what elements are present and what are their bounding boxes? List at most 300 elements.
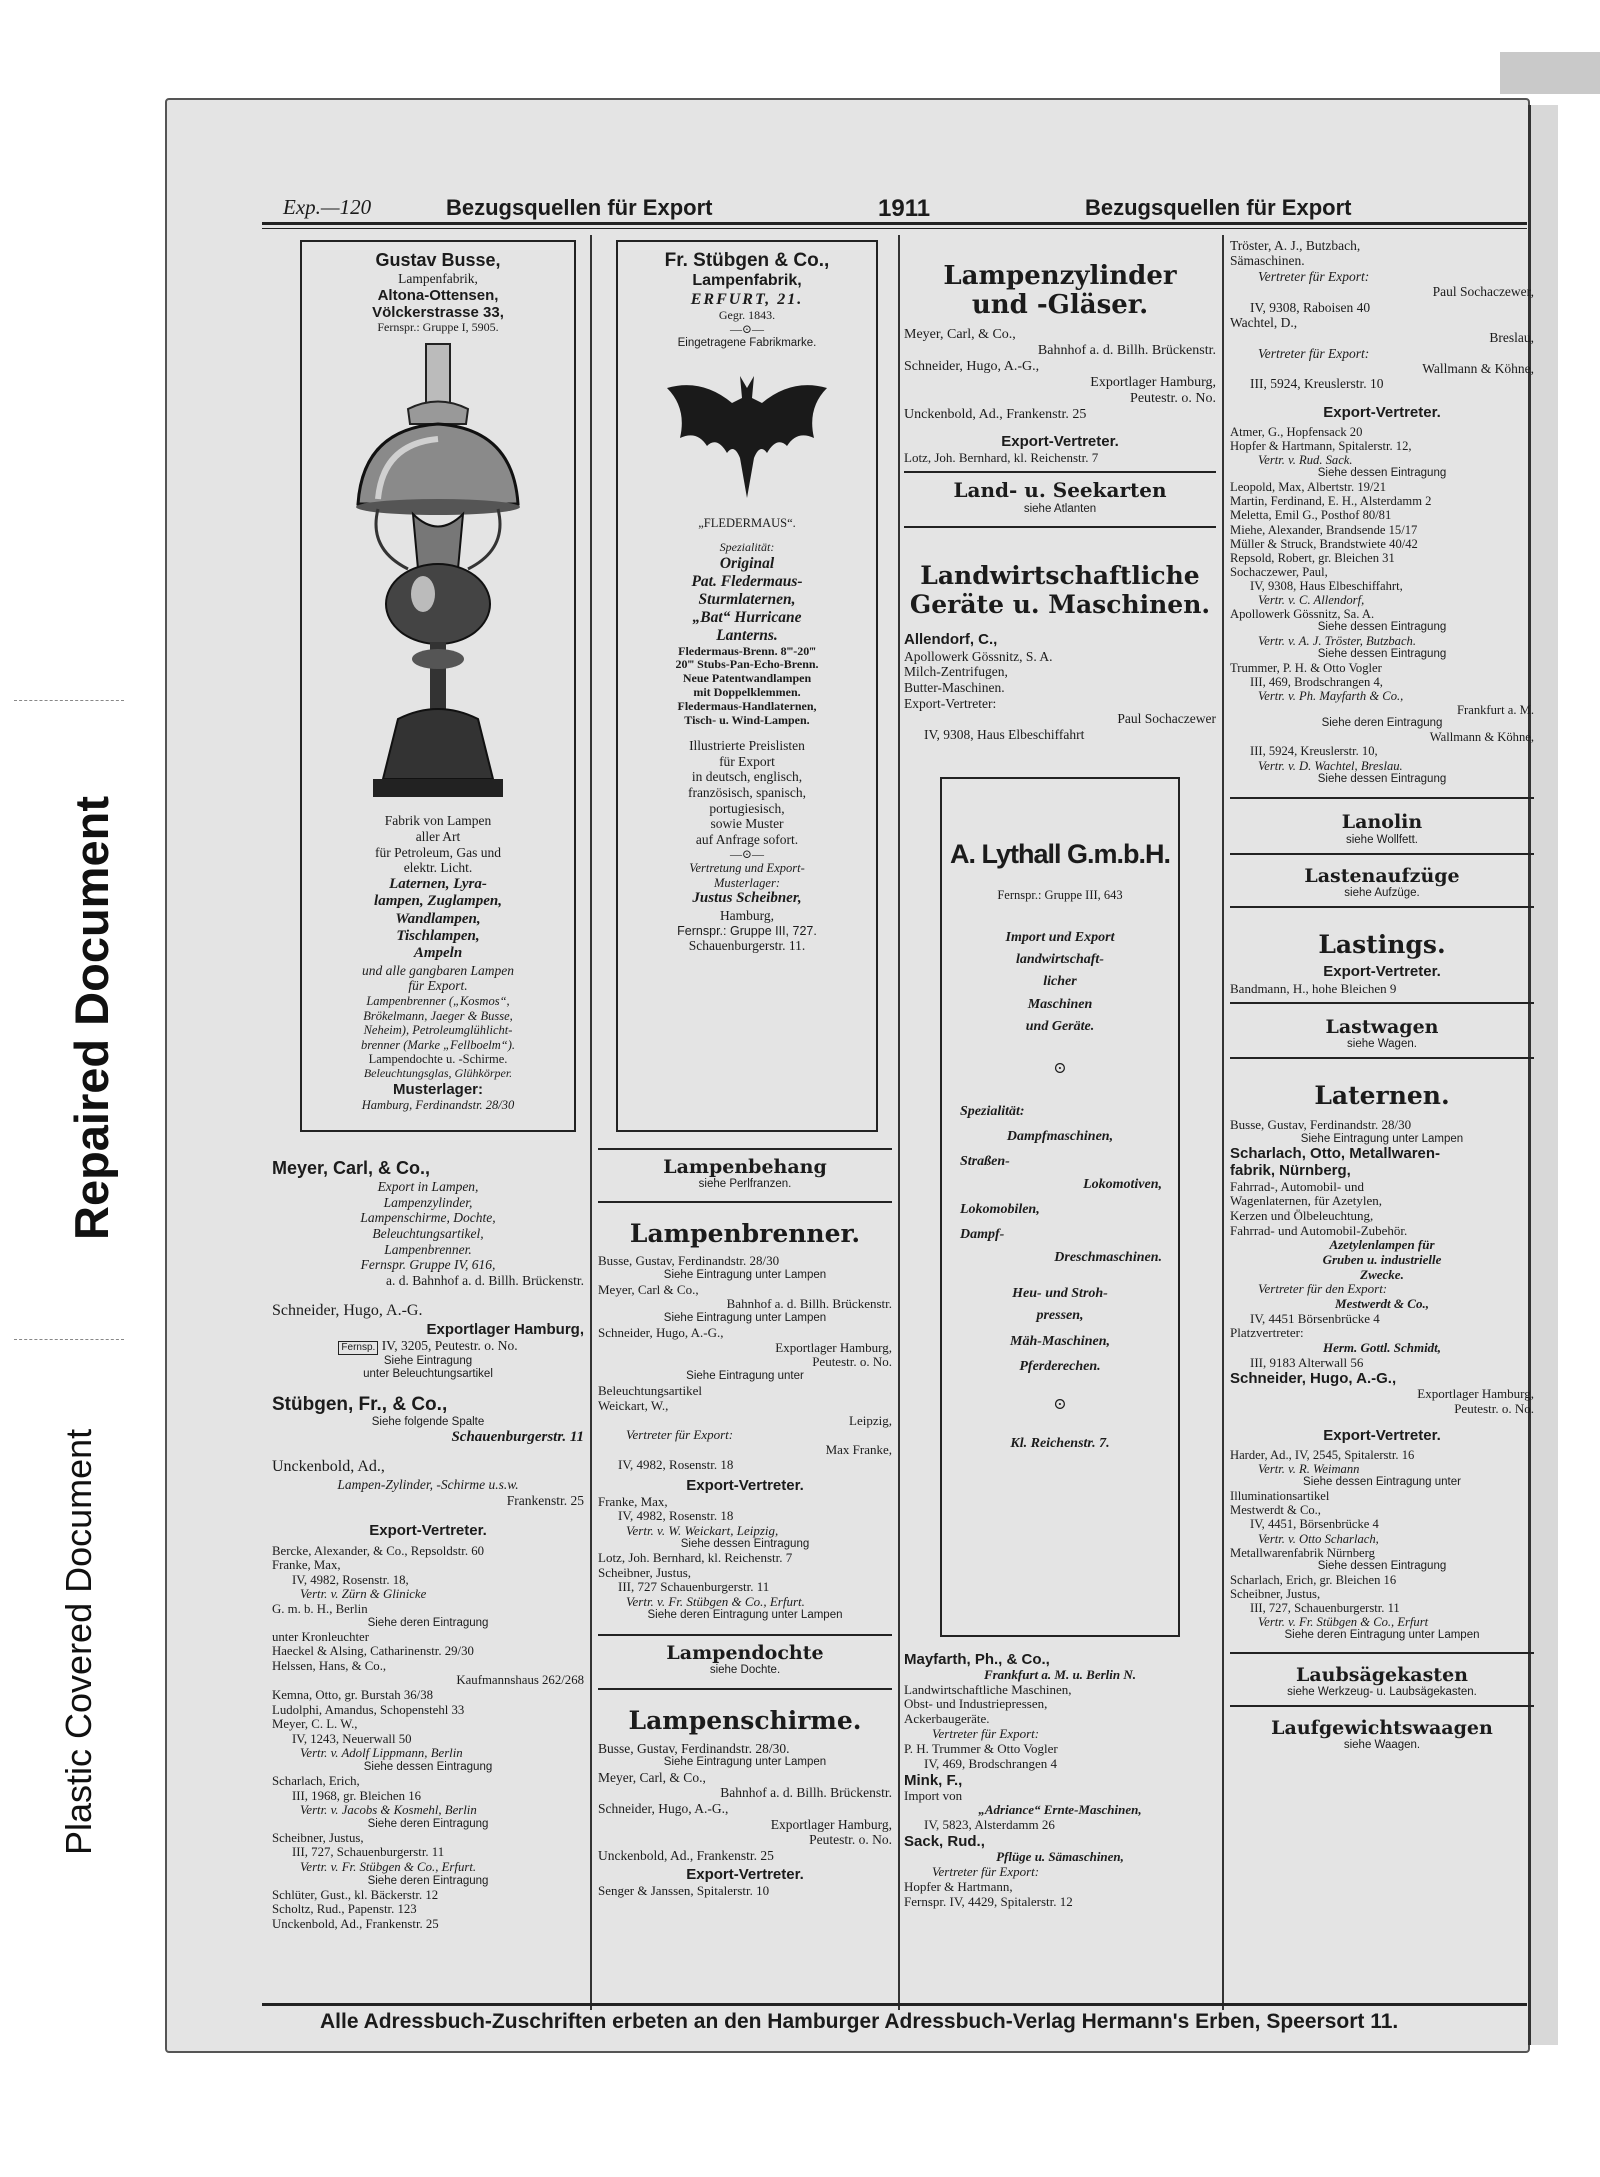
column-4 [1222,238,1534,1753]
stuebgen-ad-line: in deutsch, englisch, [691,769,803,785]
list-line: IV, 1243, Neuerwall 50 [292,1731,412,1746]
list-line: Martin, Ferdinand, E. H., Alsterdamm 2 [1230,494,1432,509]
list-line: Siehe Eintragung unter Lampen [663,1312,827,1325]
list-line: Siehe dessen Eintragung [1317,621,1447,634]
list-line: Sämaschinen. [1230,253,1305,269]
list-line: Siehe Eintragung unter Lampen [1300,1132,1464,1145]
lythall-advertisement [940,777,1180,1637]
busse-ad-text: Hamburg, Ferdinandstr. 28/30 [361,1097,515,1112]
section-title: Landwirtschaftliche [920,560,1200,590]
entry-line: Fernsp. IV, 3205, Peutestr. o. No. [272,1338,584,1355]
lythall-ad-line: Spezialität: [960,1104,1025,1120]
sidebar-label-repaired: Repaired Document [65,796,118,1240]
section-laubsaegekasten [1230,1652,1534,1699]
landwirtschaft-list [904,631,1216,742]
entry-name: Stübgen, Fr., & Co., [272,1393,448,1415]
list-line: Trummer, P. H. & Otto Vogler [1230,661,1382,676]
list-line: Wachtel, D., [1230,314,1298,330]
list-line: Platzvertreter: [1230,1325,1304,1341]
footer-rule [262,2003,1527,2006]
list-line: Siehe dessen Eintragung [1317,772,1447,785]
busse-ad-name: Gustav Busse, [375,250,501,270]
list-line: Bahnhof a. d. Billh. Brückenstr. [726,1296,892,1312]
busse-ad-text: Lampenbrenner („Kosmos“, [366,994,510,1009]
stuebgen-ad-line: Fernspr.: Gruppe III, 727. [677,923,817,938]
entry-line: Siehe folgende Spalte [371,1415,485,1428]
stuebgen-ad-line: 20‴ Stubs-Pan-Echo-Brenn. [675,657,819,672]
list-line: Miehe, Alexander, Brandsende 15/17 [1230,522,1418,537]
list-line: Wallmann & Köhne, [1429,730,1534,745]
section-seekarten [904,471,1216,516]
export-vertreter-heading: Export-Vertreter. [686,1865,804,1883]
header-rule [262,222,1527,225]
stuebgen-ad-line: portugiesisch, [709,800,785,816]
list-line: Siehe deren Eintragung unter Lampen [647,1609,843,1622]
landwirtschaft-more-list [904,1651,1216,1910]
lythall-ad-line: und Geräte. [1025,1019,1095,1035]
list-line: Siehe dessen Eintragung [1317,648,1447,661]
lythall-ad-line: pressen, [1036,1308,1084,1324]
list-line: Meyer, Carl & Co., [598,1281,699,1297]
entry-line: Schauenburgerstr. 11 [451,1429,584,1446]
list-line: III, 727 Schauenburgerstr. 11 [618,1579,770,1595]
stuebgen-ad-line: mit Doppelklemmen. [693,685,801,700]
section-sub: siehe Aufzüge. [1344,886,1420,899]
sidebar-label-plastic: Plastic Covered Document [58,1428,99,1855]
entry-line: Lampenzylinder, [383,1194,473,1210]
entry-name: Meyer, Carl, & Co., [272,1158,431,1178]
list-line: „Adriance“ Ernte-Maschinen, [978,1802,1142,1818]
list-line: Zwecke. [1360,1266,1404,1282]
list-line: Vertr. v. Fr. Stübgen & Co., Erfurt. [626,1593,805,1609]
busse-advertisement [300,240,576,1132]
section-lastenaufzuege [1230,853,1534,900]
entry-line: Lotz, Joh. Bernhard, kl. Reichenstr. 7 [904,450,1099,466]
entry-line: unter Beleuchtungsartikel [363,1368,493,1381]
stuebgen-ad-line: auf Anfrage sofort. [695,831,799,847]
list-line: Schneider, Hugo, A.-G., [904,359,1040,375]
lythall-ad-phone: Fernspr.: Gruppe III, 643 [997,888,1123,903]
lythall-ad-line: Mäh-Maschinen, [1010,1333,1110,1349]
list-line: Busse, Gustav, Ferdinandstr. 28/30. [598,1740,790,1756]
entry-line: Lampen-Zylinder, -Schirme u.s.w. [337,1476,519,1492]
list-line: Vertr. v. C. Allendorf, [1258,593,1365,608]
stuebgen-ad-line: Musterlager: [714,875,780,890]
list-line: Müller & Struck, Brandstwiete 40/42 [1230,536,1418,551]
list-line: Vertr. v. Fr. Stübgen & Co., Erfurt [1258,1614,1429,1629]
section-laufgewichtswaagen [1230,1705,1534,1752]
stuebgen-ad-line: ERFURT, 21. [690,290,804,308]
list-line: Vertreter für Export: [626,1427,734,1443]
list-line: Exportlager Hamburg, [770,1816,892,1832]
header-year: 1911 [878,195,931,222]
list-line: Export-Vertreter: [904,695,997,711]
busse-ad-text: Ampeln [413,945,463,962]
section-laternen [1230,1057,1534,1110]
list-line: Siehe Eintragung unter [686,1370,804,1383]
lythall-ad-line: Dampfmaschinen, [1006,1129,1114,1145]
stuebgen-ad-line: Fledermaus-Brenn. 8‴-20‴ [678,643,816,658]
list-line: Fahrrad- und Automobil-Zubehör. [1230,1222,1408,1238]
list-line: Siehe dessen Eintragung unter [1303,1476,1461,1489]
list-line: Pflüge u. Sämaschinen, [996,1849,1124,1865]
lythall-ad-line: Dreschmaschinen. [1054,1249,1162,1265]
list-line: Meyer, C. L. W., [272,1717,358,1732]
busse-ad-text: elektr. Licht. [403,860,473,876]
section-title: Lampenbehang [663,1156,827,1178]
section-title: Land- u. Seekarten [953,478,1167,503]
busse-ad-text: Wandlampen, [395,910,481,927]
list-line: Gruben u. industrielle [1322,1252,1442,1268]
lampenschirme-list [598,1741,892,1864]
lampenbrenner-list [598,1254,892,1473]
list-line: III, 9183 Alterwall 56 [1250,1354,1364,1370]
schneider-entry [272,1302,584,1381]
export-vertreter-list [1230,1448,1534,1642]
list-line: Obst- und Industriepressen, [904,1696,1048,1712]
list-line: Bahnhof a. d. Billh. Brückenstr. [1037,343,1216,359]
list-line: Fernspr. IV, 4429, Spitalerstr. 12 [904,1893,1073,1909]
entry-line: Schneider, Hugo, A.-G. [272,1302,423,1320]
section-title: Lampendochte [666,1642,824,1665]
stuebgen-ad-line: Hamburg, [719,907,775,923]
section-lampendochte [598,1634,892,1677]
export-vertreter-heading: Export-Vertreter. [1323,963,1441,981]
list-line: Mayfarth, Ph., & Co., [904,1650,1050,1668]
list-line: Siehe dessen Eintragung [363,1760,493,1773]
export-vertreter-heading: Export-Vertreter. [369,1522,487,1540]
entry-line: Senger & Janssen, Spitalerstr. 10 [598,1882,770,1898]
busse-ad-text: Tischlampen, [396,928,480,945]
list-line: Weickart, W., [598,1397,669,1413]
list-line: Meyer, Carl, & Co., [904,327,1016,343]
list-line: Unckenbold, Ad., Frankenstr. 25 [272,1916,439,1931]
list-line: Sack, Rud., [904,1833,985,1851]
list-line: Apollowerk Gössnitz, Sa. A. [1230,607,1375,622]
stuebgen-ad-line: Gegr. 1843. [718,308,776,323]
ornament-icon: ⊙ [1053,1060,1067,1078]
list-line: IV, 4982, Rosenstr. 18 [618,1457,734,1473]
list-line: Siehe deren Eintragung [1321,717,1443,730]
section-title: Laubsägekasten [1295,1663,1468,1686]
section-title: Laufgewichtswaagen [1271,1717,1493,1740]
list-line: Vertreter für Export: [932,1863,1040,1879]
column-2 [598,240,892,1898]
unckenbold-entry [272,1458,584,1508]
export-vertreter-list [598,1495,892,1623]
stuebgen-ad-line: sowie Muster [710,816,784,832]
lythall-ad-line: licher [1043,974,1077,990]
section-sub: siehe Werkzeug- u. Laubsägekasten. [1287,1685,1477,1698]
list-line: Lotz, Joh. Bernhard, kl. Reichenstr. 7 [598,1550,793,1566]
list-line: Kerzen und Ölbeleuchtung, [1230,1207,1374,1223]
footer-notice: Alle Adressbuch-Zuschriften erbeten an den Hamburger Adressbuch-Verlag Hermann's Erben, Speersort 11. [320,2010,1399,2033]
section-title: Geräte u. Maschinen. [909,589,1211,619]
busse-ad-text: Lampendochte u. -Schirme. [368,1052,508,1067]
list-line: Apollowerk Gössnitz, S. A. [904,648,1053,664]
ornament-icon: ⊙ [1053,1396,1067,1414]
list-line: Scharlach, Erich, [272,1773,360,1788]
list-line: Meletta, Emil G., Posthof 80/81 [1230,508,1392,523]
entry-line: Bandmann, H., hohe Bleichen 9 [1230,980,1397,996]
zylinder-list [904,327,1216,423]
list-line: Scheibner, Justus, [1230,1586,1321,1601]
column-divider-1 [590,235,592,2010]
busse-ad-text: Laternen, Lyra- [389,875,487,892]
list-line: Metallwarenfabrik Nürnberg [1230,1545,1375,1560]
section-title: Lastings. [1318,930,1446,960]
list-line: Scharlach, Otto, Metallwaren- [1230,1144,1441,1162]
list-line: IV, 4451 Börsenbrücke 4 [1250,1310,1380,1326]
list-line: Vertreter für den Export: [1258,1281,1388,1297]
busse-ad-text: Musterlager: [392,1080,484,1098]
list-line: III, 1968, gr. Bleichen 16 [292,1788,422,1803]
list-line: Ludolphi, Amandus, Schopenstehl 33 [272,1702,465,1717]
stuebgen-ad-line: Schauenburgerstr. 11. [688,938,806,953]
list-line: Bercke, Alexander, & Co., Repsoldstr. 60 [272,1543,485,1558]
list-line: Unckenbold, Ad., Frankenstr. 25 [904,406,1087,422]
busse-ad-text: für Petroleum, Gas und [375,844,501,860]
column-1 [272,240,584,1931]
stuebgen-ad-line: Spezialität: [719,539,775,554]
list-line: Siehe deren Eintragung [367,1616,489,1629]
header-left-title: Bezugsquellen für Export [446,195,713,220]
list-line: III, 727, Schauenburgerstr. 11 [1250,1600,1400,1615]
list-line: Siehe deren Eintragung [367,1874,489,1887]
list-line: IV, 5823, Alsterdamm 26 [924,1817,1055,1833]
list-line: Scheibner, Justus, [272,1830,364,1845]
header-rule-thin [262,228,1527,229]
list-line: Siehe deren Eintragung unter Lampen [1284,1629,1480,1641]
list-line: Wagenlaternen, für Azetylen, [1230,1193,1382,1209]
list-line: Atmer, G., Hopfensack 20 [1230,425,1363,440]
busse-ad-text: brenner (Marke „Fellboelm“). [360,1037,516,1052]
list-line: Beleuchtungsartikel [598,1382,702,1398]
meyer-entry [272,1158,584,1288]
list-line: Vertr. v. Otto Scharlach, [1258,1531,1379,1546]
list-line: III, 5924, Kreuslerstr. 10, [1250,744,1378,759]
landwirtschaft-continued-list [1230,238,1534,392]
list-line: Frankfurt a. M. u. Berlin N. [983,1666,1137,1682]
entry-line: Lampenschirme, Dochte, [360,1210,496,1226]
bat-trademark-icon [662,358,832,508]
list-line: Vertr. v. Ph. Mayfarth & Co., [1258,689,1404,704]
list-line: Tröster, A. J., Butzbach, [1230,238,1361,253]
list-line: Scheibner, Justus, [598,1564,691,1580]
busse-ad-line: Lampenfabrik, [398,270,478,286]
list-line: Frankfurt a. M. [1457,703,1534,718]
list-line: Franke, Max, [598,1493,668,1509]
section-landwirtschaft [904,526,1216,620]
list-line: III, 469, Brodschrangen 4, [1250,675,1383,690]
section-sub: siehe Wagen. [1347,1037,1417,1050]
list-line: unter Kronleuchter [272,1629,370,1644]
list-line: IV, 469, Brodschrangen 4 [924,1755,1057,1771]
ornament-icon: —⊙— [729,322,765,337]
list-line: Vertr. v. Rud. Sack. [1258,453,1353,468]
list-line: Leipzig, [849,1412,892,1428]
list-line: Azetylenlampen für [1329,1237,1435,1253]
laternen-list [1230,1118,1534,1417]
section-title: Laternen. [1314,1081,1450,1111]
list-line: Scharlach, Erich, gr. Bleichen 16 [1230,1572,1397,1587]
stuebgen-ad-line: Neue Patentwandlampen [682,671,812,686]
list-line: Hopfer & Hartmann, [904,1878,1013,1894]
section-sub: siehe Dochte. [709,1664,781,1677]
busse-ad-text: und alle gangbaren Lampen [361,962,515,978]
list-line: Breslau, [1489,330,1534,346]
entry-line: Lampenbrenner. [384,1241,472,1257]
stuebgen-ad-line: Illustrierte Preislisten [689,737,805,753]
stuebgen-ad-line: Original [719,554,775,572]
list-line: Busse, Gustav, Ferdinandstr. 28/30 [1230,1117,1412,1133]
list-line: III, 5924, Kreuslerstr. 10 [1250,376,1384,392]
list-line: IV, 4982, Rosenstr. 18, [292,1572,409,1587]
list-line: IV, 4982, Rosenstr. 18 [618,1508,734,1524]
section-lastings [1230,906,1534,995]
list-line: Vertreter für Export: [1258,268,1370,284]
lythall-ad-line: landwirtschaft- [1016,951,1104,967]
list-line: Kemna, Otto, gr. Burstah 36/38 [272,1687,434,1702]
stuebgen-advertisement [616,240,878,1132]
list-line: Illuminationsartikel [1230,1489,1330,1504]
section-lampenbrenner [598,1201,892,1248]
list-line: Vertr. v. Adolf Lippmann, Berlin [300,1746,463,1761]
stuebgen-ad-line: Tisch- u. Wind-Lampen. [684,713,810,728]
list-line: Repsold, Robert, gr. Bleichen 31 [1230,550,1395,565]
list-line: Herm. Gottl. Schmidt, [1322,1340,1442,1356]
busse-ad-text: Brökelmann, Jaeger & Busse, [363,1008,513,1023]
entry-name: Unckenbold, Ad., [272,1458,385,1476]
list-line: Siehe dessen Eintragung [1317,1559,1447,1572]
stuebgen-ad-line: Fledermaus-Handlaternen, [677,699,817,714]
list-line: IV, 9308, Haus Elbeschiffahrt [924,727,1085,743]
list-line: Exportlager Hamburg, [775,1339,892,1355]
list-line: Butter-Maschinen. [904,680,1005,696]
list-line: Vertr. v. Fr. Stübgen & Co., Erfurt. [300,1859,477,1874]
list-line: Milch-Zentrifugen, [904,664,1008,680]
section-title: Lastwagen [1325,1015,1439,1038]
list-line: Paul Sochaczewer [1117,711,1216,727]
list-line: Kaufmannshaus 262/268 [456,1673,584,1688]
stuebgen-ad-line: Lampenfabrik, [692,272,802,290]
section-title-zylinder: Lampenzylinder [943,261,1177,291]
stuebgen-ad-line: für Export [719,753,775,769]
list-line: Unckenbold, Ad., Frankenstr. 25 [598,1847,774,1863]
list-line: IV, 9308, Raboisen 40 [1250,299,1371,315]
list-line: Vertreter für Export: [932,1726,1040,1742]
list-line: Vertr. v. Zürn & Glinicke [300,1587,427,1602]
export-vertreter-heading: Export-Vertreter. [1323,403,1441,421]
export-vertreter-list [272,1544,584,1932]
list-line: Mestwerdt & Co., [1335,1296,1429,1312]
list-line: Harder, Ad., IV, 2545, Spitalerstr. 16 [1230,1448,1415,1463]
ornament-icon: —⊙— [729,846,765,861]
export-vertreter-list [1230,425,1534,785]
list-line: Siehe Eintragung unter Lampen [663,1756,827,1769]
list-line: Import von [904,1787,963,1803]
stuebgen-ad-line: Justus Scheibner, [692,890,802,907]
busse-ad-text: lampen, Zuglampen, [374,893,502,910]
section-title: Lampenschirme. [628,1705,862,1735]
list-line: Schneider, Hugo, A.-G., [598,1324,724,1340]
export-vertreter-heading: Export-Vertreter. [686,1477,804,1495]
list-line: Franke, Max, [272,1558,341,1573]
list-line: fabrik, Nürnberg, [1230,1161,1351,1179]
section-title: Lanolin [1341,811,1423,834]
entry-line: Beleuchtungsartikel, [372,1225,484,1241]
stuebgen-ad-line: Lanterns. [716,626,778,644]
section-title: Lastenaufzüge [1304,864,1460,887]
list-line: Max Franke, [825,1442,892,1458]
section-lampenschirme [598,1688,892,1735]
list-line: Vertr. v. D. Wachtel, Breslau. [1258,758,1403,773]
list-line: Busse, Gustav, Ferdinandstr. 28/30 [598,1253,780,1269]
list-line: Vertr. v. Jacobs & Kosmehl, Berlin [300,1803,477,1818]
list-line: Peutestr. o. No. [1130,391,1216,406]
lythall-ad-line: Pferderechen. [1019,1358,1101,1374]
section-lanolin [1230,797,1534,846]
list-line: Wallmann & Köhne, [1422,361,1534,376]
list-line: Siehe Eintragung unter Lampen [663,1269,827,1282]
list-line: Fahrrad-, Automobil- und [1230,1178,1364,1194]
page-reference: Exp.—120 [283,195,372,219]
stuebgen-ad-line: Eingetragene Fabrikmarke. [677,336,817,349]
section-sub: siehe Atlanten [1023,502,1097,515]
lythall-ad-line: Import und Export [1005,929,1115,945]
lythall-ad-line: Lokomobilen, [960,1202,1040,1218]
lythall-ad-line: Straßen- [960,1154,1010,1170]
section-lampenbehang [598,1148,892,1191]
list-line: Schneider, Hugo, A.-G., [1230,1369,1397,1387]
busse-ad-text: Beleuchtungsglas, Glühkörper. [363,1065,513,1080]
stuebgen-ad-line: Pat. Fledermaus- [691,572,803,590]
stuebgen-ad-line: „Bat“ Hurricane [692,608,802,626]
list-line: Leopold, Max, Albertstr. 19/21 [1230,480,1387,495]
list-line: Siehe dessen Eintragung [680,1538,810,1551]
stuebgen-ad-line: „FLEDERMAUS“. [698,516,796,531]
list-line: Vertr. v. R. Weimann [1258,1462,1360,1477]
scanner-edge-bar [1500,52,1600,94]
stuebgen-entry [272,1394,584,1447]
list-line: G. m. b. H., Berlin [272,1601,368,1616]
list-line: Vertr. v. A. J. Tröster, Butzbach. [1258,634,1417,649]
entry-line: Export in Lampen, [377,1178,479,1194]
busse-ad-line: Völckerstrasse 33, [372,303,504,321]
busse-ad-text: Fabrik von Lampen [384,813,492,829]
busse-ad-text: aller Art [415,828,461,844]
stuebgen-ad-name: Fr. Stübgen & Co., [664,250,830,271]
list-line: Peutestr. o. No. [812,1354,892,1370]
list-line: Siehe deren Eintragung [367,1817,489,1830]
section-sub: siehe Wollfett. [1345,833,1418,846]
lythall-ad-line: Lokomotiven, [1083,1176,1162,1192]
list-line: Mink, F., [904,1771,963,1789]
column-divider-2 [898,235,900,2010]
list-line: Peutestr. o. No. [809,1832,892,1848]
list-line: Landwirtschaftliche Maschinen, [904,1681,1072,1697]
lythall-ad-line: Kl. Reichenstr. 7. [1010,1435,1110,1451]
section-title: Lampenbrenner. [629,1219,861,1249]
list-line: Paul Sochaczewer, [1432,284,1534,300]
list-line: Exportlager Hamburg, [1090,375,1216,391]
section-lastwagen [1230,1002,1534,1051]
busse-ad-phone: Fernspr.: Gruppe I, 5905. [377,320,499,335]
list-line: Mestwerdt & Co., [1230,1503,1321,1518]
list-line: Schneider, Hugo, A.-G., [598,1800,729,1816]
list-line: III, 727, Schauenburgerstr. 11 [292,1845,445,1860]
list-line: Schlüter, Gust., kl. Bäckerstr. 12 [272,1887,439,1902]
